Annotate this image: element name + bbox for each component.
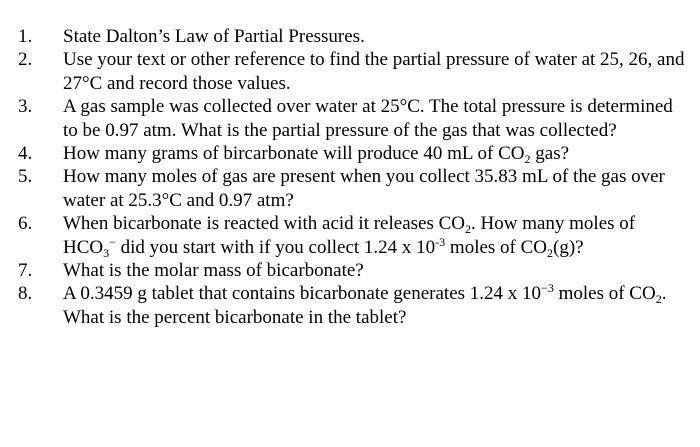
subscript: 2 <box>655 292 662 307</box>
question-number: 5. <box>18 166 33 188</box>
superscript: -3 <box>435 234 446 249</box>
text-run: How many grams of bircarbonate will produce 40 mL of CO <box>63 143 525 165</box>
question-number: 1. <box>18 26 33 47</box>
subscript: 2 <box>524 152 531 167</box>
superscript: −3 <box>541 281 554 296</box>
text-run: moles of CO <box>553 283 656 305</box>
question-item <box>18 25 688 48</box>
text-run: When bicarbonate is reacted with acid it releases CO <box>63 213 465 235</box>
question-item <box>18 48 688 95</box>
question-item <box>18 142 688 165</box>
text-run: Use your text or other reference to find the partial pressure of water at 25, 26, and 27°C and record those values. <box>63 49 685 94</box>
question-item <box>18 95 688 142</box>
question-item <box>18 259 688 282</box>
subscript: 3 <box>103 245 110 260</box>
text-run: . How many moles of HCO <box>63 213 636 258</box>
question-number: 3. <box>18 96 33 118</box>
text-run: A gas sample was collected over water at 25°C. The total pressure is determined to be 0.97 atm. What is the partial pressure of the gas that was collected? <box>63 96 673 141</box>
text-run: gas? <box>530 143 570 165</box>
question-number: 2. <box>18 49 33 71</box>
question-number: 4. <box>18 143 33 165</box>
text-run: State Dalton’s Law of Partial Pressures. <box>63 26 365 47</box>
text-run: A 0.3459 g tablet that contains bicarbonate generates 1.24 x 10 <box>63 283 542 305</box>
question-text <box>63 165 688 212</box>
question-text <box>63 282 688 329</box>
question-text <box>63 212 688 259</box>
text-run: . What is the percent bicarbonate in the tablet? <box>63 283 667 328</box>
subscript: 2 <box>465 222 471 237</box>
text-run: How many moles of gas are present when you collect 35.83 mL of the gas over water at 25.3°C and 0.97 atm? <box>63 166 665 211</box>
subscript: 2 <box>547 245 554 260</box>
question-number: 7. <box>18 260 33 282</box>
question-number: 8. <box>18 283 33 305</box>
superscript: − <box>109 234 116 249</box>
question-text <box>63 48 688 95</box>
question-text <box>63 95 688 142</box>
text-run: What is the molar mass of bicarbonate? <box>63 260 364 282</box>
text-run: (g)? <box>553 236 584 258</box>
question-item <box>18 165 688 212</box>
question-text <box>63 259 688 282</box>
question-text <box>63 142 688 165</box>
question-item <box>18 212 688 259</box>
question-text <box>63 25 688 48</box>
text-run: moles of CO <box>445 236 548 258</box>
question-number: 6. <box>18 213 33 235</box>
question-item <box>18 282 688 329</box>
text-run: did you start with if you collect 1.24 x 10 <box>115 236 436 258</box>
question-list <box>18 25 688 329</box>
